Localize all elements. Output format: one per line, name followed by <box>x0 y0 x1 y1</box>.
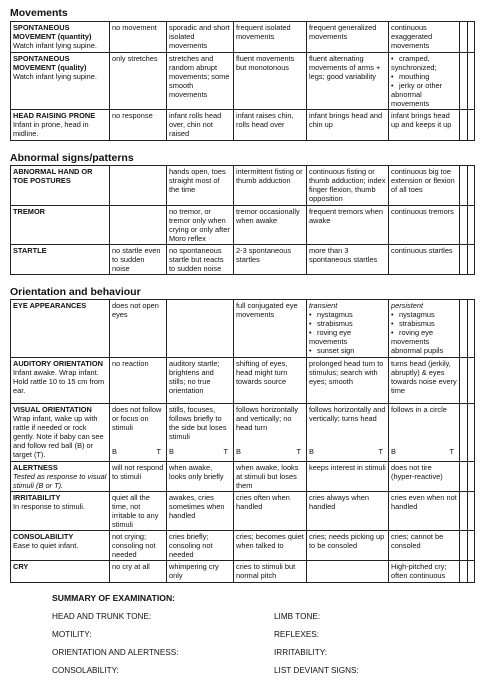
score-box[interactable] <box>460 300 468 358</box>
row-label: TREMOR <box>11 205 110 244</box>
score-cell-5[interactable]: continuous startles <box>389 244 460 274</box>
score-cell-4[interactable]: continuous fisting or thumb adduction; index finger flexion, thumb opposition <box>307 166 389 205</box>
score-cell-5[interactable]: cries; cannot be consoled <box>389 530 460 560</box>
score-cell-1[interactable] <box>110 205 167 244</box>
score-cell-2[interactable]: whimpering cry only <box>167 560 234 582</box>
score-cell-2[interactable]: hands open, toes straight most of the time <box>167 166 234 205</box>
table-row <box>11 358 475 404</box>
score-box[interactable] <box>460 52 468 109</box>
ball-marker: B <box>236 447 241 457</box>
score-box[interactable] <box>468 21 475 52</box>
score-cell-2[interactable]: auditory startle; brightens and stills; no true orientation <box>167 358 234 404</box>
summary-field-label[interactable]: MOTILITY: <box>52 630 92 640</box>
table-row <box>11 244 475 274</box>
score-cell-5[interactable]: does not tire (hyper-reactive) <box>389 461 460 491</box>
score-cell-2[interactable]: infant rolls head over, chin not raised <box>167 109 234 140</box>
score-box[interactable] <box>468 300 475 358</box>
score-cell-3[interactable]: tremor occasionally when awake <box>234 205 307 244</box>
table-row <box>11 404 475 461</box>
list-item: • cramped, synchronized; <box>391 54 457 72</box>
summary-row <box>52 648 472 666</box>
score-box[interactable] <box>460 560 468 582</box>
score-cell-4[interactable]: infant brings head and chin up <box>307 109 389 140</box>
list-item: • jerky or other abnormal movements <box>391 81 457 108</box>
persistent-heading: persistent <box>391 301 424 311</box>
score-cell-4[interactable]: more than 3 spontaneous startles <box>307 244 389 274</box>
section-title-orientation: Orientation and behaviour <box>10 285 141 298</box>
row-label: IRRITABILITY In response to stimuli. <box>11 491 110 530</box>
row-label: SPONTANEOUS MOVEMENT (quality) Watch infant lying supine. <box>11 52 110 109</box>
ball-marker: B <box>112 447 117 457</box>
score-box[interactable] <box>460 404 468 461</box>
target-marker: T <box>378 447 383 457</box>
score-cell-4[interactable]: frequent generalized movements <box>307 21 389 52</box>
score-box[interactable] <box>460 21 468 52</box>
score-box[interactable] <box>460 109 468 140</box>
table-row <box>11 491 475 530</box>
table-row <box>11 530 475 560</box>
score-box[interactable] <box>468 166 475 205</box>
score-cell-2[interactable]: when awake, looks only briefly <box>167 461 234 491</box>
score-box[interactable] <box>468 560 475 582</box>
score-cell-3[interactable]: shifting of eyes, head might turn towards source <box>234 358 307 404</box>
table-row <box>11 461 475 491</box>
list-item: • nystagmus <box>391 310 457 319</box>
list-item: • roving eye movements <box>309 328 386 346</box>
score-cell-5[interactable] <box>389 52 460 109</box>
score-cell-3[interactable]: fluent movements but monotonous <box>234 52 307 109</box>
list-item: • roving eye movements <box>391 328 457 346</box>
section-title-movements: Movements <box>10 7 68 19</box>
score-cell-5[interactable] <box>389 404 460 461</box>
score-box[interactable] <box>460 244 468 274</box>
row-label: AUDITORY ORIENTATION Infant awake. Wrap infant. Hold rattle 10 to 15 cm from ear. <box>11 358 110 404</box>
score-cell-3[interactable] <box>234 404 307 461</box>
score-cell-5[interactable]: continuous tremors <box>389 205 460 244</box>
score-cell-1[interactable]: only stretches <box>110 52 167 109</box>
score-cell-3[interactable]: cries often when handled <box>234 491 307 530</box>
table-row <box>11 109 475 140</box>
score-cell-3[interactable]: 2-3 spontaneous startles <box>234 244 307 274</box>
cell-text: follows in a circle <box>391 405 447 415</box>
score-cell-5[interactable]: continuous exaggerated movements <box>389 21 460 52</box>
score-box[interactable] <box>468 491 475 530</box>
score-cell-5[interactable]: High-pitched cry; often continuous <box>389 560 460 582</box>
score-cell-4[interactable] <box>307 404 389 461</box>
summary-field-label[interactable]: LIST DEVIANT SIGNS: <box>274 666 359 676</box>
score-cell-1[interactable] <box>110 404 167 461</box>
score-cell-2[interactable]: sporadic and short isolated movements <box>167 21 234 52</box>
summary-field-label[interactable]: LIMB TONE: <box>274 612 321 622</box>
score-box[interactable] <box>468 52 475 109</box>
summary-title: SUMMARY OF EXAMINATION: <box>52 592 176 603</box>
score-cell-2[interactable]: stretches and random abrupt movements; some smooth movements <box>167 52 234 109</box>
table-row <box>11 21 475 52</box>
score-cell-2[interactable]: no spontaneous startle but reacts to sudden noise <box>167 244 234 274</box>
target-marker: T <box>223 447 228 457</box>
score-box[interactable] <box>460 166 468 205</box>
score-box[interactable] <box>468 358 475 404</box>
score-cell-1[interactable]: not crying; consoling not needed <box>110 530 167 560</box>
row-label: STARTLE <box>11 244 110 274</box>
score-cell-5[interactable]: turns head (jerkily, abruptly) & eyes towards noise every time <box>389 358 460 404</box>
table-row <box>11 300 475 358</box>
score-cell-4[interactable]: cries; needs picking up to be consoled <box>307 530 389 560</box>
score-cell-5[interactable]: cries even when not handled <box>389 491 460 530</box>
score-cell-2[interactable]: awakes, cries sometimes when handled <box>167 491 234 530</box>
score-cell-1[interactable]: does not open eyes <box>110 300 167 358</box>
summary-row <box>52 630 472 648</box>
score-cell-4[interactable]: cries always when handled <box>307 491 389 530</box>
table-row <box>11 205 475 244</box>
score-box[interactable] <box>468 404 475 461</box>
list-item: • strabismus <box>391 319 457 328</box>
score-box[interactable] <box>460 461 468 491</box>
score-cell-4[interactable]: prolonged head turn to stimulus; search with eyes; smooth <box>307 358 389 404</box>
score-cell-3[interactable]: infant raises chin, rolls head over <box>234 109 307 140</box>
section-title-abnormal-signs: Abnormal signs/patterns <box>10 151 134 164</box>
target-marker: T <box>156 447 161 457</box>
table-row <box>11 166 475 205</box>
movements-table <box>10 21 475 141</box>
summary-field-label[interactable]: HEAD AND TRUNK TONE: <box>52 612 152 622</box>
summary-field-label[interactable]: REFLEXES: <box>274 630 320 640</box>
list-item: • sunset sign <box>309 346 386 355</box>
score-box[interactable] <box>460 530 468 560</box>
summary-field-label[interactable]: CONSOLABILITY: <box>52 666 119 676</box>
score-cell-1[interactable] <box>110 166 167 205</box>
row-label: VISUAL ORIENTATION Wrap infant, wake up with rattle if needed or rock gently. Note if baby can see and follow red ball (B) or target (T). <box>11 404 110 461</box>
score-cell-5[interactable]: infant brings head up and keeps it up <box>389 109 460 140</box>
list-item: • strabismus <box>309 319 386 328</box>
row-label: EYE APPEARANCES <box>11 300 110 358</box>
score-cell-3[interactable]: intermittent fisting or thumb adduction <box>234 166 307 205</box>
list-item: • nystagmus <box>309 310 386 319</box>
row-label: CRY <box>11 560 110 582</box>
row-label: CONSOLABILITY Ease to quiet infant. <box>11 530 110 560</box>
summary-section <box>10 583 472 684</box>
summary-row <box>52 666 472 684</box>
score-box[interactable] <box>468 461 475 491</box>
transient-heading: transient <box>309 301 338 311</box>
row-label: ABNORMAL HAND OR TOE POSTURES <box>11 166 110 205</box>
score-cell-3[interactable]: cries to stimuli but normal pitch <box>234 560 307 582</box>
table-row <box>11 52 475 109</box>
abnormal-signs-table <box>10 165 475 274</box>
score-cell-1[interactable]: no response <box>110 109 167 140</box>
score-cell-2[interactable]: cries briefly; consoling not needed <box>167 530 234 560</box>
summary-row <box>52 612 472 630</box>
score-cell-5[interactable] <box>389 300 460 358</box>
table-row <box>11 560 475 582</box>
abnormal-pupils-text: abnormal pupils <box>391 346 444 356</box>
ball-marker: B <box>391 447 396 457</box>
score-cell-1[interactable]: no startle even to sudden noise <box>110 244 167 274</box>
target-marker: T <box>449 447 454 457</box>
score-cell-3[interactable]: cries; becomes quiet when talked to <box>234 530 307 560</box>
score-cell-4[interactable]: keeps interest in stimuli <box>307 461 389 491</box>
score-cell-5[interactable]: continuous big toe extension or flexion of all toes <box>389 166 460 205</box>
score-cell-3[interactable]: when awake, looks at stimuli but loses them <box>234 461 307 491</box>
summary-field-label[interactable]: ORIENTATION AND ALERTNESS: <box>52 648 179 658</box>
ball-marker: B <box>169 447 174 457</box>
list-item: • mouthing <box>391 72 457 81</box>
score-cell-1[interactable]: no cry at all <box>110 560 167 582</box>
score-box[interactable] <box>468 244 475 274</box>
score-box[interactable] <box>468 530 475 560</box>
cell-text: does not follow or focus on stimuli <box>112 405 162 433</box>
score-cell-1[interactable]: no movement <box>110 21 167 52</box>
orientation-table <box>10 299 475 583</box>
score-cell-2[interactable] <box>167 300 234 358</box>
cell-text: stills, focuses, follows briefly to the side but loses stimuli <box>169 405 227 442</box>
score-cell-4[interactable]: frequent tremors when awake <box>307 205 389 244</box>
row-label: HEAD RAISING PRONE Infant in prone, head in midline. <box>11 109 110 140</box>
score-box[interactable] <box>460 205 468 244</box>
score-box[interactable] <box>468 109 475 140</box>
score-box[interactable] <box>460 358 468 404</box>
summary-field-label[interactable]: IRRITABILITY: <box>274 648 328 658</box>
score-cell-3[interactable]: full conjugated eye movements <box>234 300 307 358</box>
score-cell-1[interactable]: quiet all the time, not irritable to any stimuli <box>110 491 167 530</box>
cell-text: follows horizontally and vertically; turns head <box>309 405 386 424</box>
row-label: ALERTNESS Tested as response to visual stimuli (B or T). <box>11 461 110 491</box>
cell-text: follows horizontally and vertically; no head turn <box>236 405 299 433</box>
row-label: SPONTANEOUS MOVEMENT (quantity) Watch infant lying supine. <box>11 21 110 52</box>
score-cell-4[interactable] <box>307 560 389 582</box>
target-marker: T <box>296 447 301 457</box>
score-cell-4[interactable] <box>307 300 389 358</box>
score-cell-2[interactable]: no tremor, or tremor only when crying or only after Moro reflex <box>167 205 234 244</box>
ball-marker: B <box>309 447 314 457</box>
score-cell-2[interactable] <box>167 404 234 461</box>
score-box[interactable] <box>460 491 468 530</box>
score-cell-4[interactable]: fluent alternating movements of arms + legs; good variability <box>307 52 389 109</box>
score-cell-1[interactable]: will not respond to stimuli <box>110 461 167 491</box>
score-box[interactable] <box>468 205 475 244</box>
score-cell-1[interactable]: no reaction <box>110 358 167 404</box>
score-cell-3[interactable]: frequent isolated movements <box>234 21 307 52</box>
